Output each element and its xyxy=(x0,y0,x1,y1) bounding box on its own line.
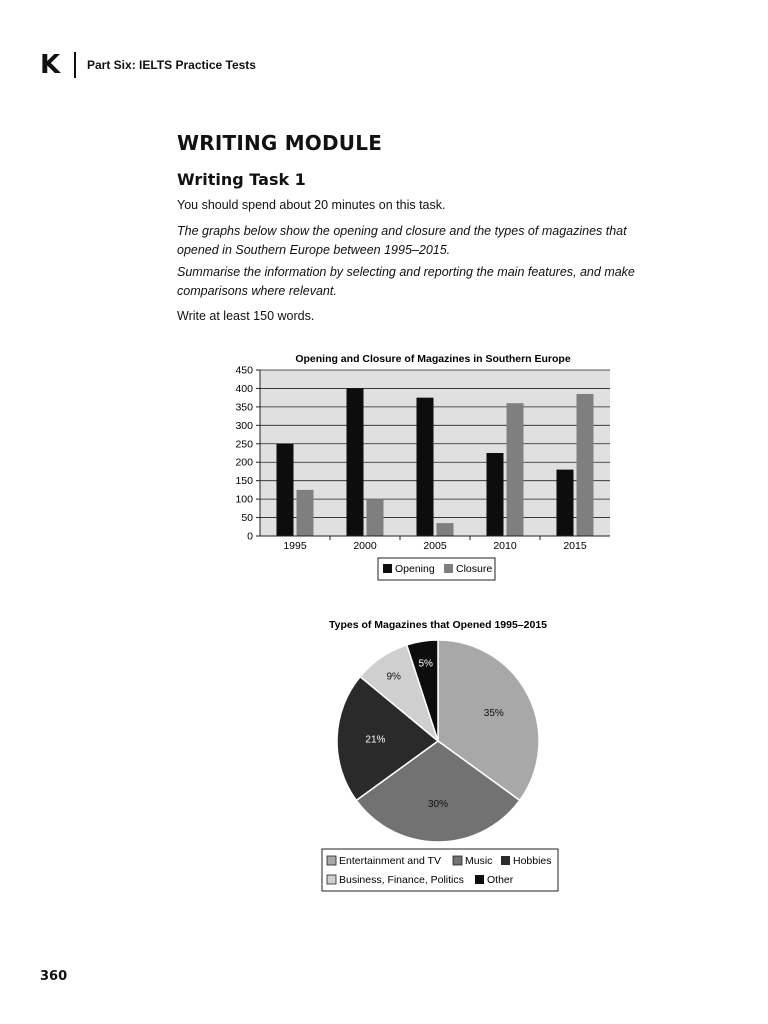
legend-swatch-closure xyxy=(444,564,453,573)
legend-swatch-opening xyxy=(383,564,392,573)
y-tick-label: 300 xyxy=(235,419,253,432)
legend-label-other: Other xyxy=(487,874,514,886)
task-title: Writing Task 1 xyxy=(177,170,306,189)
summarise-instruction: Summarise the information by selecting and reporting the main features, and make comparisons where relevant. xyxy=(177,265,635,298)
legend-label-closure: Closure xyxy=(456,563,493,575)
x-tick-label: 2010 xyxy=(493,540,517,552)
bar-legend xyxy=(378,558,495,580)
bar-opening-1995 xyxy=(277,444,294,536)
bar-opening-2010 xyxy=(487,453,504,536)
legend-label-opening: Opening xyxy=(395,563,435,575)
y-tick-label: 100 xyxy=(235,493,253,506)
module-title: WRITING MODULE xyxy=(177,131,383,155)
bar-closure-2000 xyxy=(367,499,384,536)
section-title: Part Six: IELTS Practice Tests xyxy=(87,58,256,72)
page-number: 360 xyxy=(40,969,68,984)
bar-opening-2015 xyxy=(557,470,574,536)
bar-closure-2005 xyxy=(437,523,454,536)
y-tick-label: 200 xyxy=(235,456,253,469)
x-tick-label: 2005 xyxy=(423,540,447,552)
legend-swatch-entertainment xyxy=(327,856,336,865)
bar-closure-1995 xyxy=(297,490,314,536)
pie-label-other: 5% xyxy=(418,658,433,670)
y-tick-label: 50 xyxy=(241,512,253,525)
legend-label-business: Business, Finance, Politics xyxy=(339,874,464,886)
x-tick-label: 1995 xyxy=(283,540,307,552)
bar-closure-2015 xyxy=(577,394,594,536)
bar-opening-2005 xyxy=(417,398,434,536)
x-tick-label: 2015 xyxy=(563,540,587,552)
word-count-instruction: Write at least 150 words. xyxy=(177,309,315,323)
header-divider xyxy=(74,52,76,78)
pie-legend xyxy=(322,849,558,891)
legend-swatch-hobbies xyxy=(501,856,510,865)
legend-label-hobbies: Hobbies xyxy=(513,855,552,867)
bar-chart xyxy=(225,345,625,590)
x-tick-label: 2000 xyxy=(353,540,377,552)
y-tick-label: 350 xyxy=(235,401,253,414)
y-tick-label: 400 xyxy=(235,382,253,395)
pie-label-music: 30% xyxy=(427,799,449,811)
bar-closure-2010 xyxy=(507,403,524,536)
bar-chart-title: Opening and Closure of Magazines in Southern Europe xyxy=(295,353,571,365)
pie-chart-title: Types of Magazines that Opened 1995–2015 xyxy=(328,619,548,631)
pie-chart xyxy=(300,612,570,897)
legend-swatch-business xyxy=(327,875,336,884)
legend-swatch-music xyxy=(453,856,462,865)
y-tick-label: 450 xyxy=(235,364,253,377)
y-tick-label: 0 xyxy=(247,530,253,543)
pie-label-business: 9% xyxy=(386,671,401,683)
task-prompt: The graphs below show the opening and closure and the types of magazines that opened in Southern Europe between 1995–2015. xyxy=(177,224,627,257)
legend-swatch-other xyxy=(475,875,484,884)
y-tick-label: 250 xyxy=(235,438,253,451)
bar-opening-2000 xyxy=(347,388,364,536)
time-instruction: You should spend about 20 minutes on this task. xyxy=(177,198,446,212)
pie-label-entertainment: 35% xyxy=(483,708,504,720)
y-tick-label: 150 xyxy=(235,475,253,488)
pie-label-hobbies: 21% xyxy=(365,734,386,746)
legend-label-music: Music xyxy=(465,855,493,867)
legend-label-entertainment: Entertainment and TV xyxy=(339,855,441,867)
publisher-logo: K xyxy=(40,50,59,80)
